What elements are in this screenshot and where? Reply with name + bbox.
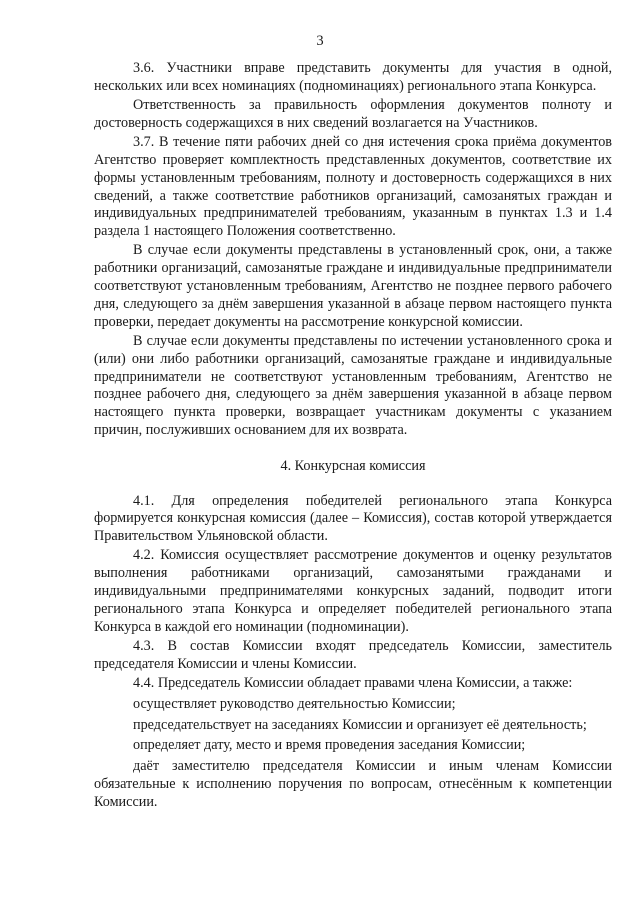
paragraph-documents-on-time: В случае если документы представлены в установленный срок, они, а также работники организаций, самозанятые граждане и индивидуальные предприниматели соответствуют установленным требованиям, Агентство не позднее первого рабочего дня, следующего за днём завершения указанной в абзаце первом настоящего пункта проверки, передает документы на рассмотрение конкурсной комиссии.: [94, 242, 612, 330]
paragraph-documents-late: В случае если документы представлены по истечении установленного срока и (или) они либо работники организаций, самозанятые граждане и индивидуальные предприниматели не соответствуют установленным требованиям, Агентство не позднее рабочего дня, следующего за днём завершения указанной в абзаце первом настоящего пункта проверки, возвращает участникам документы с указанием причин, послуживших основанием для их возврата.: [94, 332, 612, 438]
paragraph-4-3: 4.3. В состав Комиссии входят председатель Комиссии, заместитель председателя Комиссии и члены Комиссии.: [94, 637, 612, 672]
document-body: [94, 60, 612, 815]
paragraph-3-6: 3.6. Участники вправе представить документы для участия в одной, нескольких или всех номинациях (подноминациях) регионального этапа Конкурса.: [94, 60, 612, 94]
page-number: 3: [316, 33, 324, 49]
paragraph-4-4: 4.4. Председатель Комиссии обладает правами члена Комиссии, а также:: [133, 675, 573, 691]
list-item: даёт заместителю председателя Комиссии и иным членам Комиссии обязательные к исполнению поручения по вопросам, отнесённым к компетенции Комиссии.: [94, 758, 612, 810]
list-item: определяет дату, место и время проведения заседания Комиссии;: [133, 737, 526, 754]
paragraph-4-1: 4.1. Для определения победителей регионального этапа Конкурса формируется конкурсная комиссия (далее – Комиссия), состав которой утверждается Правительством Ульяновской области.: [94, 492, 612, 545]
paragraph-3-7: 3.7. В течение пяти рабочих дней со дня истечения срока приёма документов Агентство проверяет комплектность представленных документов, соответствие их формы установленным требованиям, полноту и достоверность содержащихся в них сведений, а также соответствие работников организаций, самозанятых граждан и индивидуальных предпринимателей требованиям, указанным в пунктах 1.3 и 1.4 раздела 1 настоящего Положения соответственно.: [94, 134, 612, 240]
section-title: 4. Конкурсная комиссия: [280, 457, 426, 474]
list-item: председательствует на заседаниях Комиссии и организует её деятельность;: [133, 716, 587, 733]
paragraph-responsibility: Ответственность за правильность оформления документов полноту и достоверность содержащихся в них сведений возлагается на Участников.: [94, 97, 612, 131]
list-item: осуществляет руководство деятельностью Комиссии;: [133, 695, 456, 712]
paragraph-4-2: 4.2. Комиссия осуществляет рассмотрение документов и оценку результатов выполнения работниками организаций, самозанятыми гражданами и индивидуальными предпринимателями конкурсных заданий, подводит итоги регионального этапа Конкурса и определяет победителей регионального этапа Конкурса в каждой его номинации (подноминации).: [94, 547, 612, 635]
